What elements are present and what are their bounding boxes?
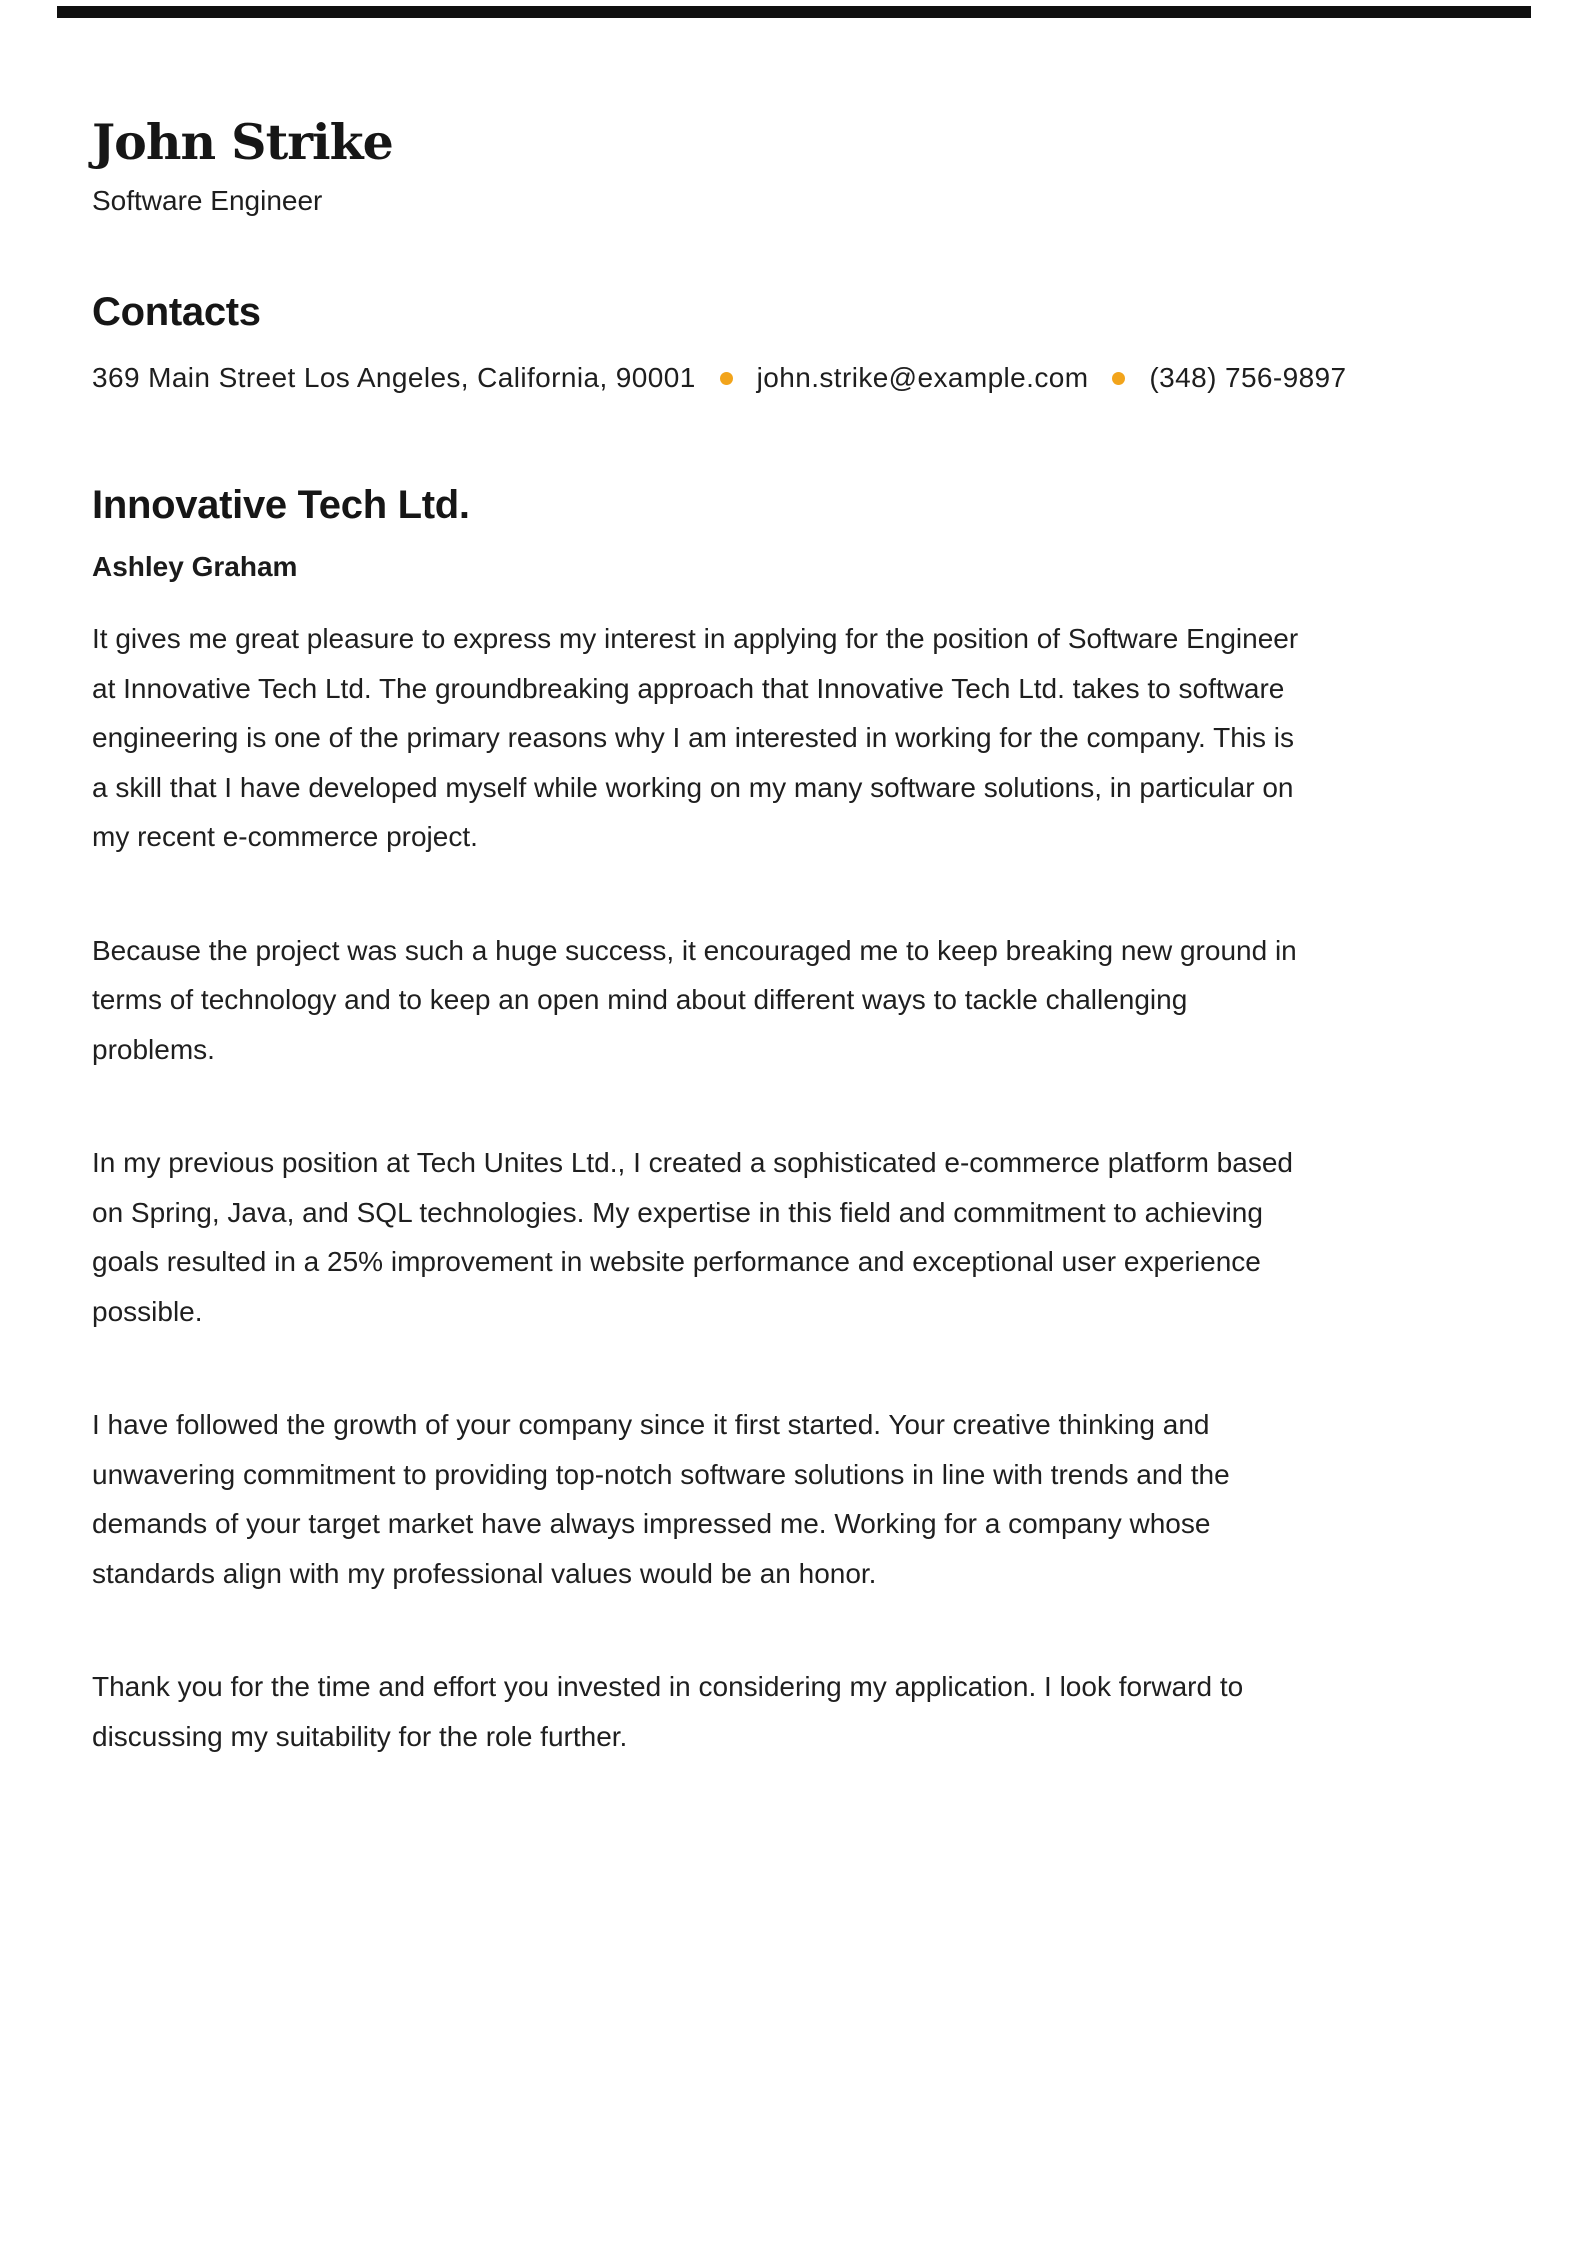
paragraph-line: Because the project was such a huge success, it encouraged me to keep breaking new ground in xyxy=(92,934,1297,966)
letter-paragraph xyxy=(92,926,1502,1075)
top-accent-bar xyxy=(57,6,1531,18)
letter-body xyxy=(92,614,1502,1825)
contact-phone: (348) 756-9897 xyxy=(1149,362,1347,393)
paragraph-line: It gives me great pleasure to express my interest in applying for the position of Software Engineer xyxy=(92,623,1299,654)
bullet-separator-icon xyxy=(1112,372,1125,385)
letter-paragraph xyxy=(92,614,1502,862)
paragraph-line: I have followed the growth of your company since it first started. Your creative thinking and xyxy=(92,1409,1210,1440)
paragraph-line: engineering is one of the primary reasons why I am interested in working for the company. This is xyxy=(92,722,1294,753)
applicant-job-title: Software Engineer xyxy=(92,185,323,216)
paragraph-line: goals resulted in a 25% improvement in website performance and exceptional user experience xyxy=(92,1246,1261,1277)
paragraph-line: standards align with my professional values would be an honor. xyxy=(92,1557,877,1589)
applicant-name: John Strike xyxy=(92,113,393,171)
contacts-heading: Contacts xyxy=(92,290,261,334)
paragraph-line: problems. xyxy=(92,1033,215,1065)
company-name-heading: Innovative Tech Ltd. xyxy=(92,483,470,527)
paragraph-line: discussing my suitability for the role further. xyxy=(92,1720,628,1752)
recipient-name: Ashley Graham xyxy=(92,551,298,582)
paragraph-line: terms of technology and to keep an open mind about different ways to tackle challenging xyxy=(92,984,1188,1015)
contact-email: john.strike@example.com xyxy=(756,362,1089,393)
contact-address: 369 Main Street Los Angeles, California, 90001 xyxy=(92,362,696,393)
paragraph-line: In my previous position at Tech Unites Ltd., I created a sophisticated e-commerce platform based xyxy=(92,1147,1293,1178)
contact-row xyxy=(92,361,1347,395)
bullet-separator-icon xyxy=(720,372,733,385)
paragraph-line: a skill that I have developed myself while working on my many software solutions, in particular on xyxy=(92,771,1294,803)
paragraph-line: unwavering commitment to providing top-notch software solutions in line with trends and the xyxy=(92,1458,1230,1490)
letter-paragraph xyxy=(92,1400,1502,1598)
paragraph-line: on Spring, Java, and SQL technologies. My expertise in this field and commitment to achieving xyxy=(92,1196,1263,1228)
paragraph-line: demands of your target market have always impressed me. Working for a company whose xyxy=(92,1508,1211,1539)
paragraph-line: Thank you for the time and effort you invested in considering my application. I look forward to xyxy=(92,1671,1244,1702)
paragraph-line: at Innovative Tech Ltd. The groundbreaking approach that Innovative Tech Ltd. takes to software xyxy=(92,672,1285,704)
letter-paragraph xyxy=(92,1662,1502,1761)
letter-paragraph xyxy=(92,1138,1502,1336)
paragraph-line: possible. xyxy=(92,1295,203,1327)
paragraph-line: my recent e-commerce project. xyxy=(92,821,478,852)
